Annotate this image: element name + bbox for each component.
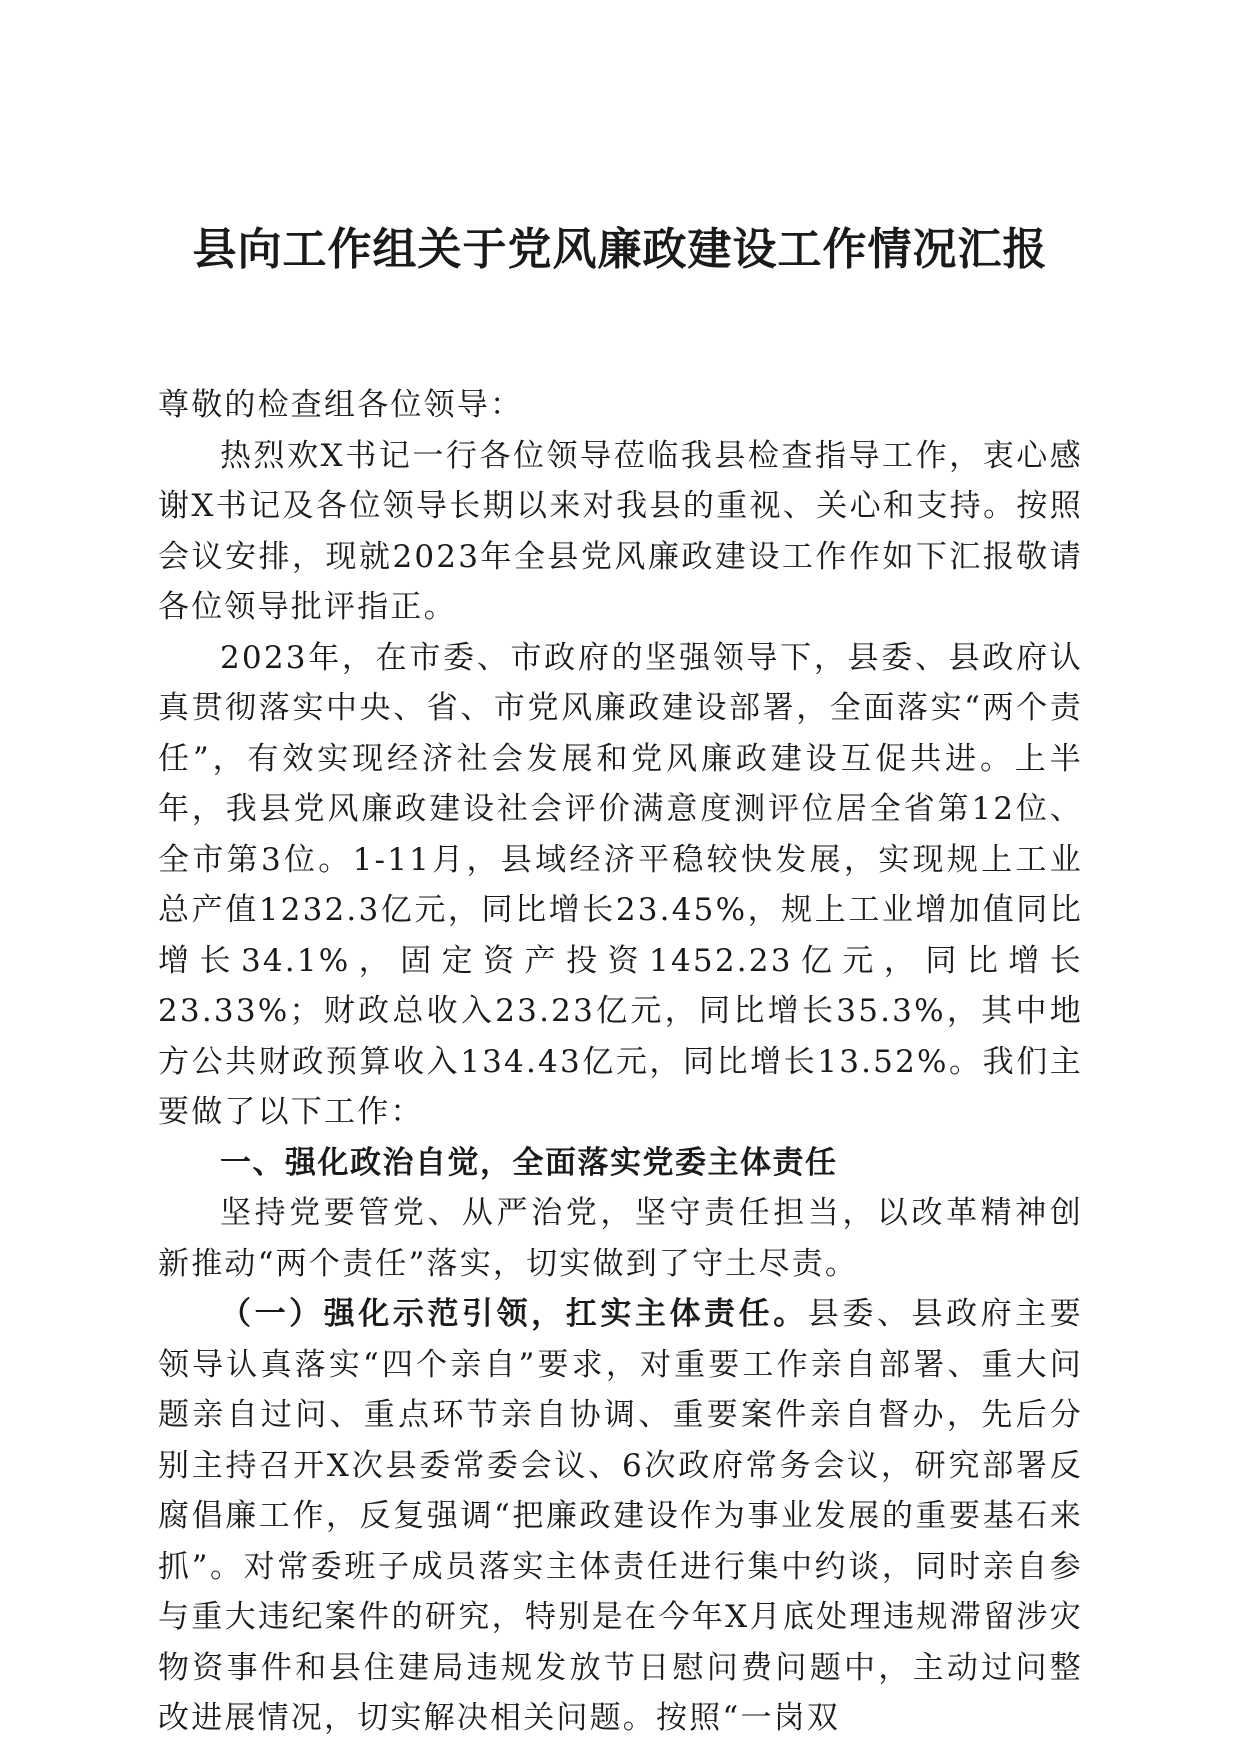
subsection-heading: （一）强化示范引领，扛实主体责任。	[220, 1296, 808, 1332]
subsection-body: 县委、县政府主要领导认真落实“四个亲自”要求，对重要工作亲自部署、重大问题亲自过问、重点环节亲自协调、重要案件亲自督办，先后分别主持召开X次县委常委会议、6次政府常务会议，研究部署反腐倡廉工作，反复强调“把廉政建设作为事业发展的重要基石来抓”。对常委班子成员落实主体责任进行集中约谈，同时亲自参与重大违纪案件的研究，特别是在今年X月底处理违规滞留涉灾物资事件和县住建局违规发放节日慰问费问题中，主动过问整改进展情况，切实解决相关问题。按照“一岗双	[158, 1296, 1083, 1736]
document-body	[158, 380, 1083, 1744]
paragraph-overview: 2023年，在市委、市政府的坚强领导下，县委、县政府认真贯彻落实中央、省、市党风廉政建设部署，全面落实“两个责任”，有效实现经济社会发展和党风廉政建设互促共进。上半年，我县党风廉政建设社会评价满意度测评位居全省第12位、全市第3位。1-11月，县域经济平稳较快发展，实现规上工业总产值1232.3亿元，同比增长23.45%，规上工业增加值同比增长34.1%，固定资产投资1452.23亿元，同比增长23.33%；财政总收入23.23亿元，同比增长35.3%，其中地方公共财政预算收入134.43亿元，同比增长13.52%。我们主要做了以下工作：	[158, 639, 1083, 1130]
subsection-paragraph	[158, 1289, 1083, 1744]
paragraph-intro: 热烈欢X书记一行各位领导莅临我县检查指导工作，衷心感谢X书记及各位领导长期以来对我县的重视、关心和支持。按照会议安排，现就2023年全县党风廉政建设工作作如下汇报敬请各位领导批评指正。	[158, 437, 1083, 625]
salutation: 尊敬的检查组各位领导：	[158, 387, 524, 423]
section-heading: 一、强化政治自觉，全面落实党委主体责任	[220, 1144, 838, 1181]
document-title: 县向工作组关于党风廉政建设工作情况汇报	[192, 224, 1048, 275]
section-intro: 坚持党要管党、从严治党，坚守责任担当，以改革精神创新推动“两个责任”落实，切实做到了守土尽责。	[158, 1195, 1083, 1282]
